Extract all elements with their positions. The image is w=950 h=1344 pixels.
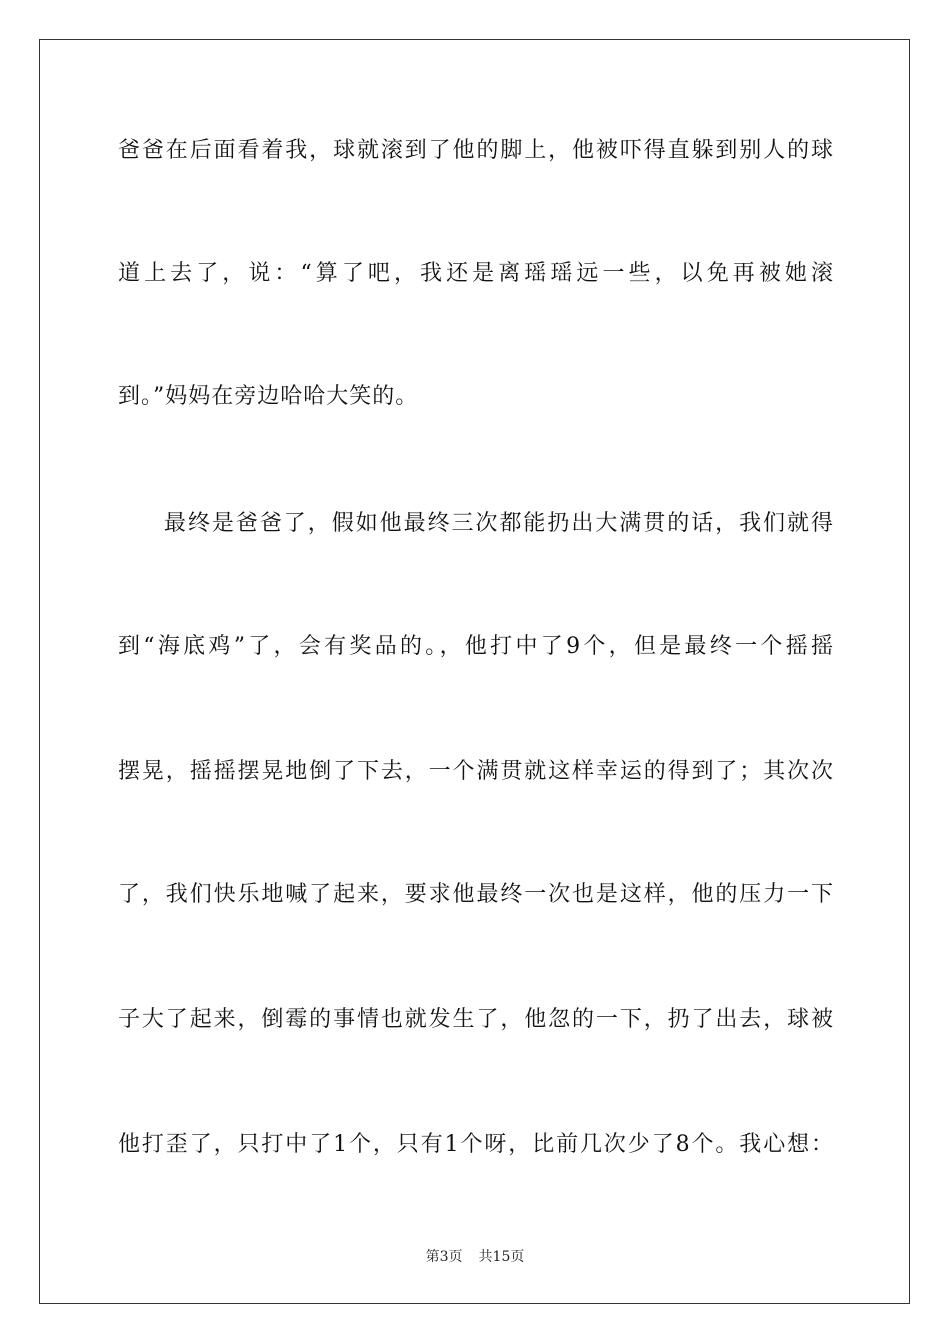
page-footer (0, 1248, 950, 1266)
paragraph-line-9: 他打歪了，只打中了1个，只有1个呀，比前几次少了8个。我心想： (118, 1132, 834, 1157)
page-border (39, 39, 910, 1304)
paragraph-line-5: 到“海底鸡”了，会有奖品的。，他打中了9个，但是最终一个摇摇 (118, 634, 834, 659)
paragraph-line-6: 摆晃，摇摇摆晃地倒了下去，一个满贯就这样幸运的得到了；其次次 (118, 759, 834, 784)
paragraph-line-4: 最终是爸爸了，假如他最终三次都能扔出大满贯的话，我们就得 (164, 511, 834, 536)
page-total: 共15页 (478, 1249, 525, 1265)
paragraph-line-2: 道上去了，说：“算了吧，我还是离瑶瑶远一些，以免再被她滚 (118, 261, 834, 286)
paragraph-line-3: 到。”妈妈在旁边哈哈大笑的。 (118, 384, 419, 409)
paragraph-line-8: 子大了起来，倒霉的事情也就发生了，他忽的一下，扔了出去，球被 (118, 1007, 834, 1032)
page-number: 第3页 (425, 1249, 463, 1265)
paragraph-line-1: 爸爸在后面看着我，球就滚到了他的脚上，他被吓得直躲到别人的球 (118, 138, 834, 163)
paragraph-line-7: 了，我们快乐地喊了起来，要求他最终一次也是这样，他的压力一下 (118, 882, 834, 907)
